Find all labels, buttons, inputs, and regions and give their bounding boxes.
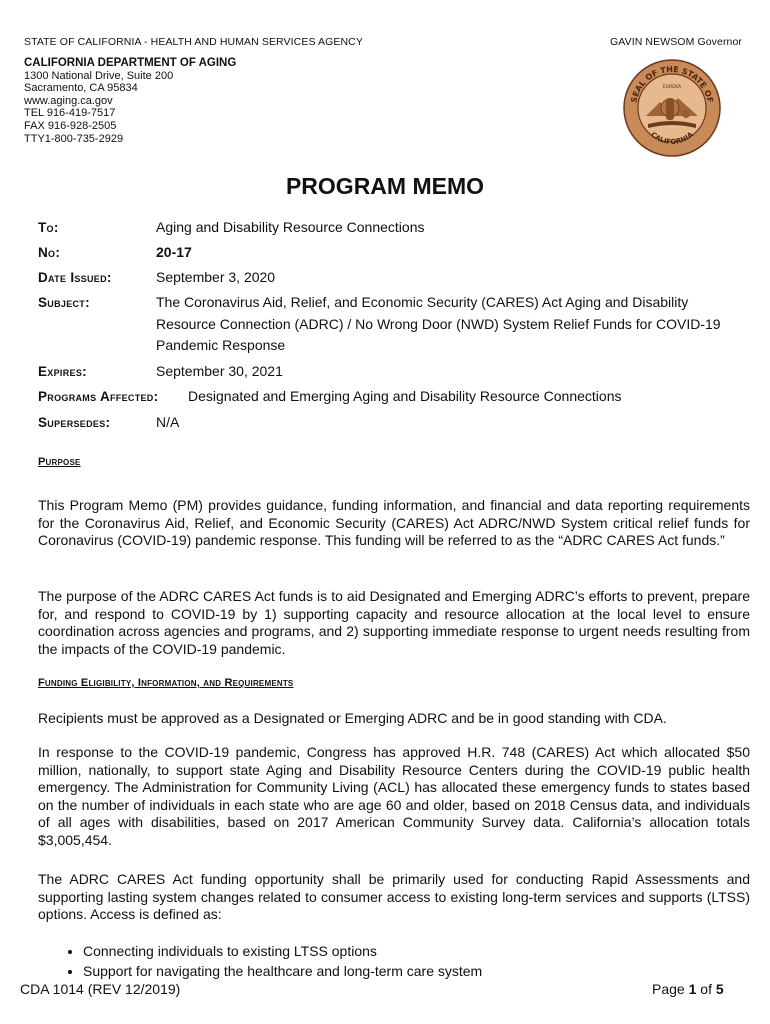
programs-affected-label: Programs Affected: — [38, 389, 159, 404]
department-website: www.aging.ca.gov — [24, 94, 113, 107]
access-bullet-list — [38, 941, 743, 981]
expires-label: Expires: — [38, 364, 87, 379]
department-tty: TTY1-800-735-2929 — [24, 132, 124, 145]
no-value: 20-17 — [156, 244, 192, 260]
svg-text:SEAL OF THE STATE OF: SEAL OF THE STATE OF — [629, 64, 715, 104]
page-of: of — [696, 981, 716, 997]
department-address-line2: Sacramento, CA 95834 — [24, 82, 138, 95]
department-tel: TEL 916-419-7517 — [24, 107, 116, 120]
list-item: • Connecting individuals to existing LTSS options — [83, 941, 743, 961]
purpose-heading: Purpose — [38, 456, 81, 468]
department-block — [24, 57, 236, 145]
to-value: Aging and Disability Resource Connections — [156, 219, 425, 235]
supersedes-label: Supersedes: — [38, 415, 111, 430]
purpose-paragraph-1: This Program Memo (PM) provides guidance, funding information, and financial and data reporting requirements for the Coronavirus Aid, Relief, and Economic Security (CARES) Act ADRC/NWD System critical relief funds for Coronavirus (COVID-19) pandemic response. This funding will be referred to as the “ADRC CARES Act funds.” — [38, 497, 750, 548]
page-prefix: Page — [652, 981, 689, 997]
funding-paragraph-2: In response to the COVID-19 pandemic, Congress has approved H.R. 748 (CARES) Act which allocated $50 million, nationally, to support state Aging and Disability Resource Centers during the COVID-19 public health emergency. The Administration for Community Living (ACL) has allocated these emergency funds to states based on the number of individuals in each state who are age 60 and older, based on 2018 Census data, and individuals of all ages with disabilities, based on 2017 American Community Survey data. California’s allocation totals $3,005,454. — [38, 744, 750, 848]
governor-header: GAVIN NEWSOM Governor — [610, 36, 743, 48]
to-label: To: — [38, 220, 59, 235]
page-total: 5 — [715, 981, 724, 997]
list-item: • Support for navigating the healthcare and long-term care system — [83, 961, 743, 981]
date-issued-label: Date Issued: — [38, 270, 112, 285]
department-address-line1: 1300 National Drive, Suite 200 — [24, 69, 174, 82]
state-seal-icon — [622, 58, 722, 158]
page-title: PROGRAM MEMO — [285, 173, 485, 199]
agency-header: STATE OF CALIFORNIA - HEALTH AND HUMAN SERVICES AGENCY — [24, 36, 363, 48]
department-fax: FAX 916-928-2505 — [24, 119, 117, 132]
funding-paragraph-3: The ADRC CARES Act funding opportunity shall be primarily used for conducting Rapid Assessments and supporting lasting system changes related to consumer access to existing long-term services and supports (LTSS) options. Access is defined as: — [38, 871, 750, 922]
no-label: No: — [38, 245, 61, 260]
subject-value: The Coronavirus Aid, Relief, and Economic Security (CARES) Act Aging and Disability Resource Connection (ADRC) / No Wrong Door (NWD) System Relief Funds for COVID-19 Pandemic Response — [156, 294, 721, 353]
expires-value: September 30, 2021 — [156, 363, 283, 379]
page-number — [652, 981, 724, 997]
funding-paragraph-1: Recipients must be approved as a Designated or Emerging ADRC and be in good standing with CDA. — [38, 710, 667, 726]
svg-text:EUREKA: EUREKA — [662, 85, 682, 90]
form-number: CDA 1014 (REV 12/2019) — [20, 981, 181, 997]
svg-text:CALIFORNIA: CALIFORNIA — [649, 130, 695, 147]
purpose-paragraph-2: The purpose of the ADRC CARES Act funds is to aid Designated and Emerging ADRC’s efforts to prevent, prepare for, and respond to COVID-19 by 1) supporting capacity and resource allocation at the local level to ensure coordination across agencies and programs, and 2) supporting immediate response to urgent needs resulting from the impacts of the COVID-19 pandemic. — [38, 588, 750, 657]
programs-affected-value: Designated and Emerging Aging and Disability Resource Connections — [188, 388, 622, 404]
supersedes-value: N/A — [156, 414, 180, 430]
department-name: CALIFORNIA DEPARTMENT OF AGING — [24, 57, 237, 69]
subject-label: Subject: — [38, 295, 90, 310]
page-current: 1 — [688, 981, 697, 997]
funding-heading: Funding Eligibility, Information, and Requirements — [38, 677, 294, 689]
date-issued-value: September 3, 2020 — [156, 269, 276, 285]
